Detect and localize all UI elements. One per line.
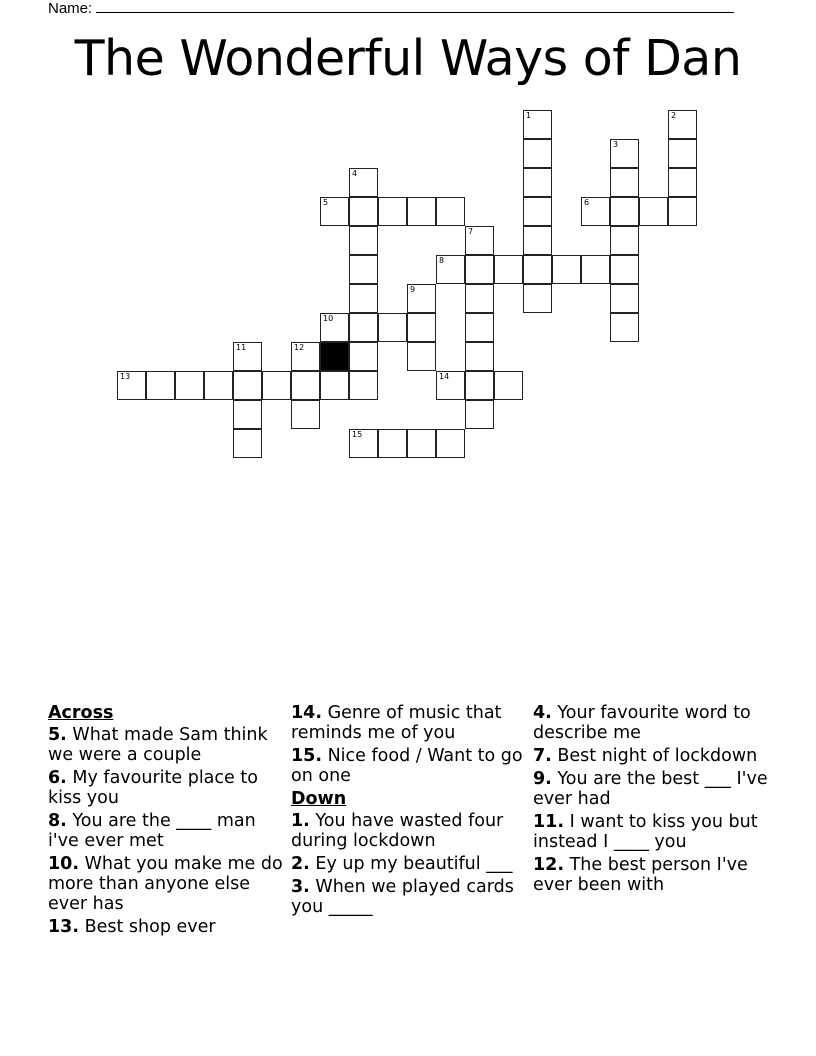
grid-cell[interactable]: [204, 371, 233, 400]
grid-cell[interactable]: [523, 110, 552, 139]
clue-number: 4: [352, 169, 358, 178]
grid-cell[interactable]: [494, 371, 523, 400]
grid-cell[interactable]: [523, 197, 552, 226]
grid-cell[interactable]: [349, 255, 378, 284]
grid-cell[interactable]: [233, 429, 262, 458]
grid-cell[interactable]: [146, 371, 175, 400]
grid-cell[interactable]: [407, 313, 436, 342]
grid-cell[interactable]: [523, 139, 552, 168]
across-heading: Across: [48, 703, 114, 723]
grid-cell[interactable]: [494, 255, 523, 284]
grid-cell[interactable]: [552, 255, 581, 284]
grid-cell[interactable]: [349, 429, 378, 458]
grid-cell[interactable]: [610, 226, 639, 255]
grid-cell[interactable]: [407, 429, 436, 458]
grid-cell[interactable]: [668, 168, 697, 197]
grid-cell[interactable]: [523, 284, 552, 313]
clues-column-3: [533, 703, 768, 898]
clue-down-1: 1. You have wasted four during lockdown: [291, 811, 504, 851]
clue-number: 12: [294, 343, 305, 352]
grid-cell[interactable]: [349, 197, 378, 226]
clue-number: 11: [236, 343, 247, 352]
grid-cell[interactable]: [291, 400, 320, 429]
clue-number: 14: [439, 372, 450, 381]
grid-cell[interactable]: [378, 429, 407, 458]
clue-down-11: 11. I want to kiss you but instead I ____ you: [533, 812, 758, 852]
clue-down-12: 12. The best person I've ever been with: [533, 855, 748, 895]
clue-number: 6: [584, 198, 590, 207]
grid-cell[interactable]: [610, 255, 639, 284]
clue-number: 13: [120, 372, 131, 381]
name-field[interactable]: [48, 0, 734, 17]
grid-cell[interactable]: [610, 313, 639, 342]
grid-cell[interactable]: [378, 313, 407, 342]
clue-across-14: 14. Genre of music that reminds me of you: [291, 703, 502, 743]
name-label: Name:: [48, 0, 93, 17]
grid-cell[interactable]: [349, 313, 378, 342]
clues-column-1: [48, 703, 283, 940]
clue-down-9: 9. You are the best ___ I've ever had: [533, 769, 768, 809]
grid-cell[interactable]: [291, 342, 320, 371]
clue-number: 1: [526, 111, 532, 120]
grid-cell[interactable]: [465, 400, 494, 429]
grid-cell[interactable]: [233, 342, 262, 371]
clue-down-3: 3. When we played cards you _____: [291, 877, 514, 917]
clue-across-6: 6. My favourite place to kiss you: [48, 768, 258, 808]
grid-cell[interactable]: [407, 197, 436, 226]
grid-cell[interactable]: [436, 255, 465, 284]
name-blank-line[interactable]: [96, 0, 734, 13]
clue-down-2: 2. Ey up my beautiful ___: [291, 854, 513, 874]
grid-cell[interactable]: [523, 168, 552, 197]
clue-number: 2: [671, 111, 677, 120]
clue-down-4: 4. Your favourite word to describe me: [533, 703, 751, 743]
clue-across-10: 10. What you make me do more than anyone else ever has: [48, 854, 283, 914]
clues-column-2: [291, 703, 526, 920]
grid-cell[interactable]: [581, 255, 610, 284]
grid-cell[interactable]: [465, 284, 494, 313]
grid-cell[interactable]: [291, 371, 320, 400]
grid-cell[interactable]: [233, 371, 262, 400]
grid-cell[interactable]: [117, 371, 146, 400]
clue-number: 10: [323, 314, 334, 323]
grid-cell[interactable]: [581, 197, 610, 226]
clue-across-15: 15. Nice food / Want to go on one: [291, 746, 523, 786]
clue-number: 3: [613, 140, 619, 149]
grid-cell[interactable]: [668, 197, 697, 226]
grid-cell[interactable]: [610, 168, 639, 197]
grid-cell[interactable]: [320, 313, 349, 342]
grid-cell[interactable]: [465, 226, 494, 255]
grid-cell[interactable]: [407, 342, 436, 371]
clue-number: 8: [439, 256, 445, 265]
grid-cell[interactable]: [349, 342, 378, 371]
down-heading: Down: [291, 789, 347, 809]
grid-cell[interactable]: [436, 197, 465, 226]
grid-cell[interactable]: [436, 429, 465, 458]
clue-across-13: 13. Best shop ever: [48, 917, 216, 937]
grid-cell[interactable]: [407, 284, 436, 313]
grid-cell[interactable]: [175, 371, 204, 400]
grid-cell[interactable]: [465, 371, 494, 400]
grid-cell[interactable]: [262, 371, 291, 400]
grid-cell[interactable]: [233, 400, 262, 429]
grid-cell[interactable]: [668, 110, 697, 139]
clue-number: 9: [410, 285, 416, 294]
grid-cell[interactable]: [668, 139, 697, 168]
grid-cell[interactable]: [349, 226, 378, 255]
grid-cell[interactable]: [320, 197, 349, 226]
clue-across-5: 5. What made Sam think we were a couple: [48, 725, 268, 765]
grid-cell[interactable]: [349, 371, 378, 400]
clue-number: 7: [468, 227, 474, 236]
grid-cell[interactable]: [320, 371, 349, 400]
grid-cell[interactable]: [610, 139, 639, 168]
grid-cell[interactable]: [639, 197, 668, 226]
grid-cell[interactable]: [610, 284, 639, 313]
grid-cell[interactable]: [436, 371, 465, 400]
grid-cell[interactable]: [349, 168, 378, 197]
grid-cell[interactable]: [465, 342, 494, 371]
grid-cell[interactable]: [465, 255, 494, 284]
clue-number: 15: [352, 430, 363, 439]
grid-cell[interactable]: [523, 226, 552, 255]
black-cell: [320, 342, 349, 371]
grid-cell[interactable]: [378, 197, 407, 226]
crossword-grid: [117, 110, 717, 470]
grid-cell[interactable]: [610, 197, 639, 226]
page-title: The Wonderful Ways of Dan: [74, 30, 742, 87]
grid-cell[interactable]: [523, 255, 552, 284]
grid-cell[interactable]: [465, 313, 494, 342]
clue-across-8: 8. You are the ____ man i've ever met: [48, 811, 256, 851]
clue-down-7: 7. Best night of lockdown: [533, 746, 758, 766]
grid-cell[interactable]: [349, 284, 378, 313]
clue-number: 5: [323, 198, 329, 207]
